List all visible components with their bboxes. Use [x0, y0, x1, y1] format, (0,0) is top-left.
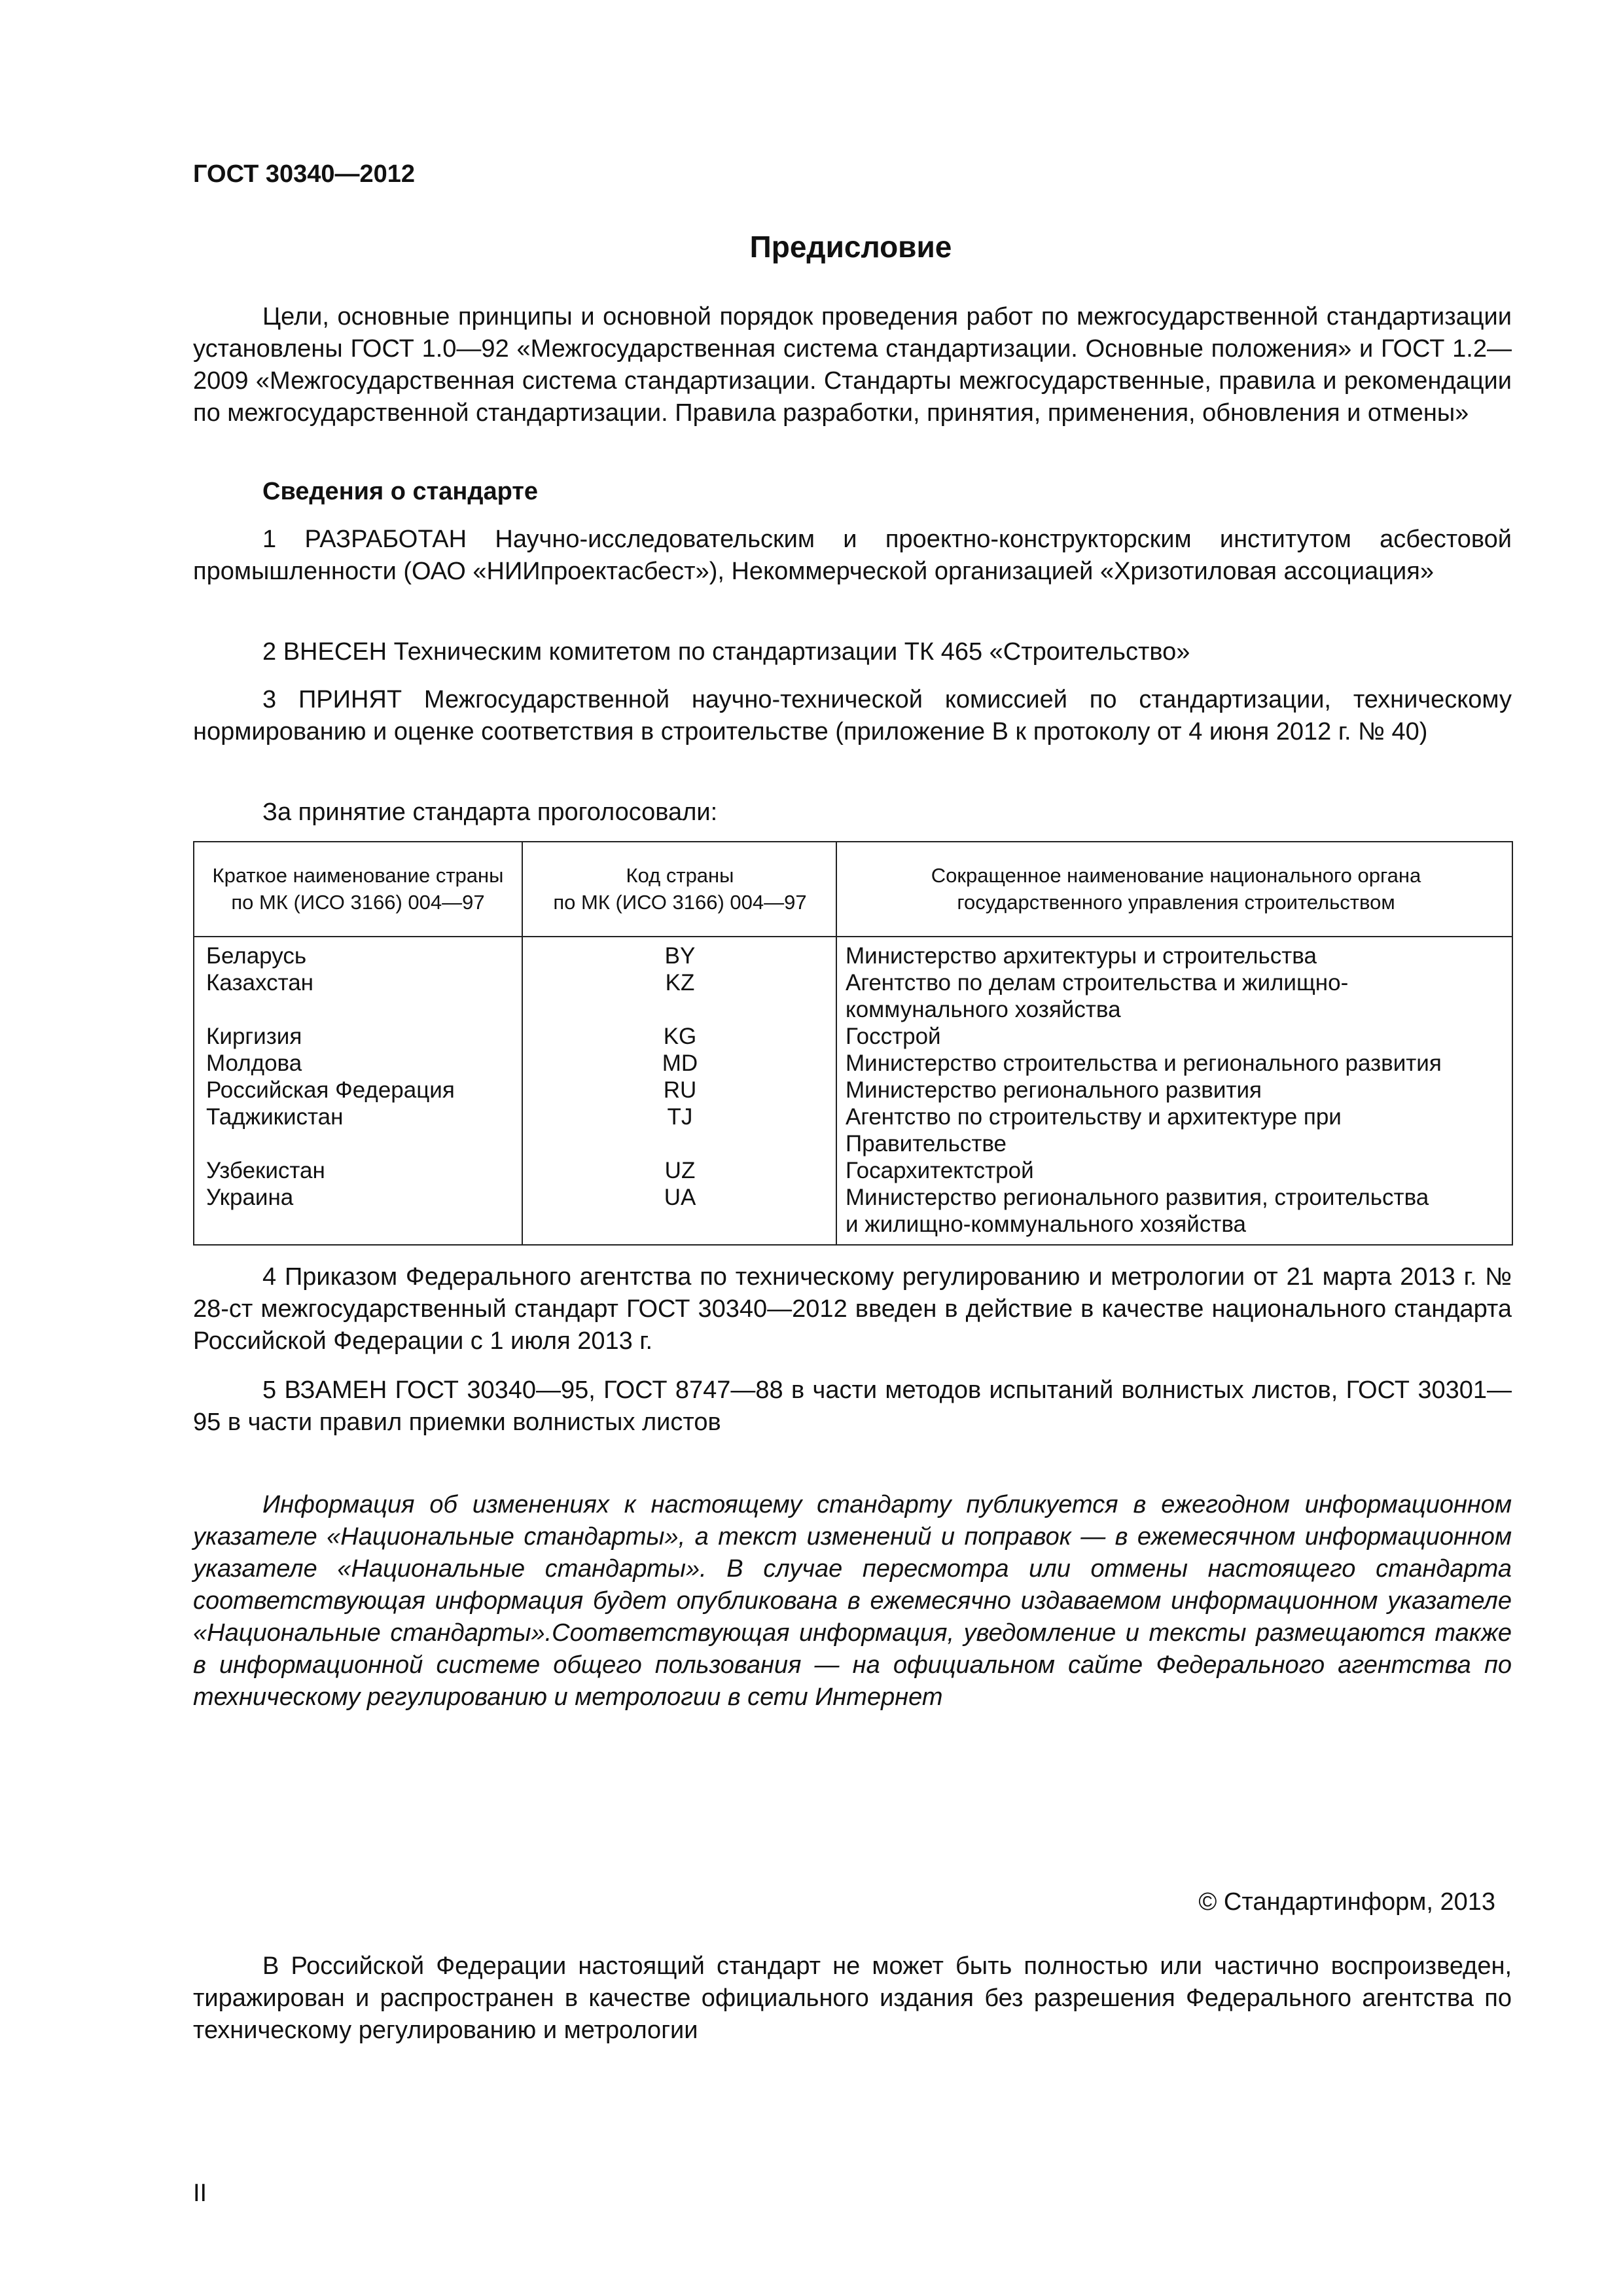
table-row-code: KG	[663, 1024, 697, 1049]
table-row-organization: Министерство регионального развития, строительства	[846, 1185, 1429, 1210]
table-row-code: KZ	[665, 970, 695, 996]
voting-countries-table	[193, 841, 1513, 1246]
document-id-header: ГОСТ 30340—2012	[193, 160, 416, 188]
table-row-organization-cont: коммунального хозяйства	[846, 997, 1121, 1022]
item-1-paragraph: 1 РАЗРАБОТАН Научно-исследовательским и проектно-конструкторским институтом асбестовой промышленности (ОАО «НИИпроектасбест»), Некоммерческой организацией «Хризотиловая ассоциация»	[193, 526, 1512, 585]
table-row-country: Таджикистан	[206, 1104, 344, 1130]
column-divider	[522, 842, 523, 1244]
header-organization: Сокращенное наименование национального органа государственного управления строительством	[931, 864, 1421, 914]
table-row-organization-cont: Правительстве	[846, 1131, 1007, 1157]
table-row-country: Узбекистан	[206, 1158, 325, 1183]
table-row-organization: Госархитектстрой	[846, 1158, 1034, 1183]
table-row-country: Молдова	[206, 1050, 302, 1076]
table-row-code: TJ	[667, 1104, 693, 1130]
amendment-info-note: Информация об изменениях к настоящему стандарту публикуется в ежегодном информационном указателе «Национальные стандарты», а текст изменений и поправок — в ежемесячном информационном указателе «Национальные стандарты». В случае пересмотра или отмены настоящего стандарта соответствующая информация будет опубликована в ежемесячно издаваемом информационном указателе «Национальные стандарты».Соответствующая информация, уведомление и тексты размещаются также в информационной системе общего пользования — на официальном сайте Федерального агентства по техническому регулированию и метрологии в сети Интернет	[193, 1491, 1512, 1711]
table-row-country: Украина	[206, 1185, 294, 1210]
item-5-paragraph: 5 ВЗАМЕН ГОСТ 30340—95, ГОСТ 8747—88 в части методов испытаний волнистых листов, ГОСТ 30301—95 в части правил приемки волнистых листов	[193, 1376, 1512, 1436]
table-row-country: Казахстан	[206, 970, 314, 996]
intro-paragraph: Цели, основные принципы и основной порядок проведения работ по межгосударственной стандартизации установлены ГОСТ 1.0—92 «Межгосударственная система стандартизации. Основные положения» и ГОСТ 1.2—2009 «Межгосударственная система стандартизации. Стандарты межгосударственные, правила и рекомендации по межгосударственной стандартизации. Правила разработки, принятия, применения, обновления и отмены»	[193, 303, 1512, 427]
table-header-row	[194, 842, 1512, 937]
item-3-paragraph: 3 ПРИНЯТ Межгосударственной научно-технической комиссией по стандартизации, техническому нормированию и оценке соответствия в строительстве (приложение В к протоколу от 4 июня 2012 г. № 40)	[193, 686, 1512, 745]
page-number: II	[193, 2179, 207, 2207]
table-row-organization-cont: и жилищно-коммунального хозяйства	[846, 1211, 1247, 1237]
page-title: Предисловие	[749, 230, 952, 264]
table-row-code: UZ	[664, 1158, 696, 1183]
table-row-code: MD	[662, 1050, 698, 1076]
vote-intro-paragraph: За принятие стандарта проголосовали:	[262, 798, 718, 826]
legal-notice: В Российской Федерации настоящий стандарт не может быть полностью или частично воспроизведен, тиражирован и распространен в качестве официального издания без разрешения Федерального агентства по техническому регулированию и метрологии	[193, 1952, 1512, 2044]
copyright-line: © Стандартинформ, 2013	[1198, 1888, 1495, 1916]
table-row-country: Беларусь	[206, 943, 307, 969]
section-subheading: Сведения о стандарте	[262, 478, 539, 505]
table-row-country: Российская Федерация	[206, 1077, 455, 1103]
header-country: Краткое наименование страны по МК (ИСО 3166) 004—97	[212, 864, 504, 914]
table-row-organization: Министерство строительства и регионального развития	[846, 1050, 1442, 1076]
table-row-organization: Министерство регионального развития	[846, 1077, 1262, 1103]
table-row-code: BY	[664, 943, 696, 969]
table-row-code: UA	[664, 1185, 696, 1210]
item-4-paragraph: 4 Приказом Федерального агентства по техническому регулированию и метрологии от 21 марта 2013 г. № 28-ст межгосударственный стандарт ГОСТ 30340—2012 введен в действие в качестве национального стандарта Российской Федерации с 1 июля 2013 г.	[193, 1263, 1512, 1355]
table-row-code: RU	[663, 1077, 697, 1103]
table-row-organization: Агентство по делам строительства и жилищно-	[846, 970, 1349, 996]
header-code: Код страны по МК (ИСО 3166) 004—97	[553, 864, 807, 914]
table-row-organization: Госстрой	[846, 1024, 941, 1049]
column-divider	[836, 842, 837, 1244]
table-row-organization: Министерство архитектуры и строительства	[846, 943, 1317, 969]
table-row-country: Киргизия	[206, 1024, 302, 1049]
item-2-paragraph: 2 ВНЕСЕН Техническим комитетом по стандартизации ТК 465 «Строительство»	[262, 638, 1190, 666]
table-row-organization: Агентство по строительству и архитектуре при	[846, 1104, 1342, 1130]
